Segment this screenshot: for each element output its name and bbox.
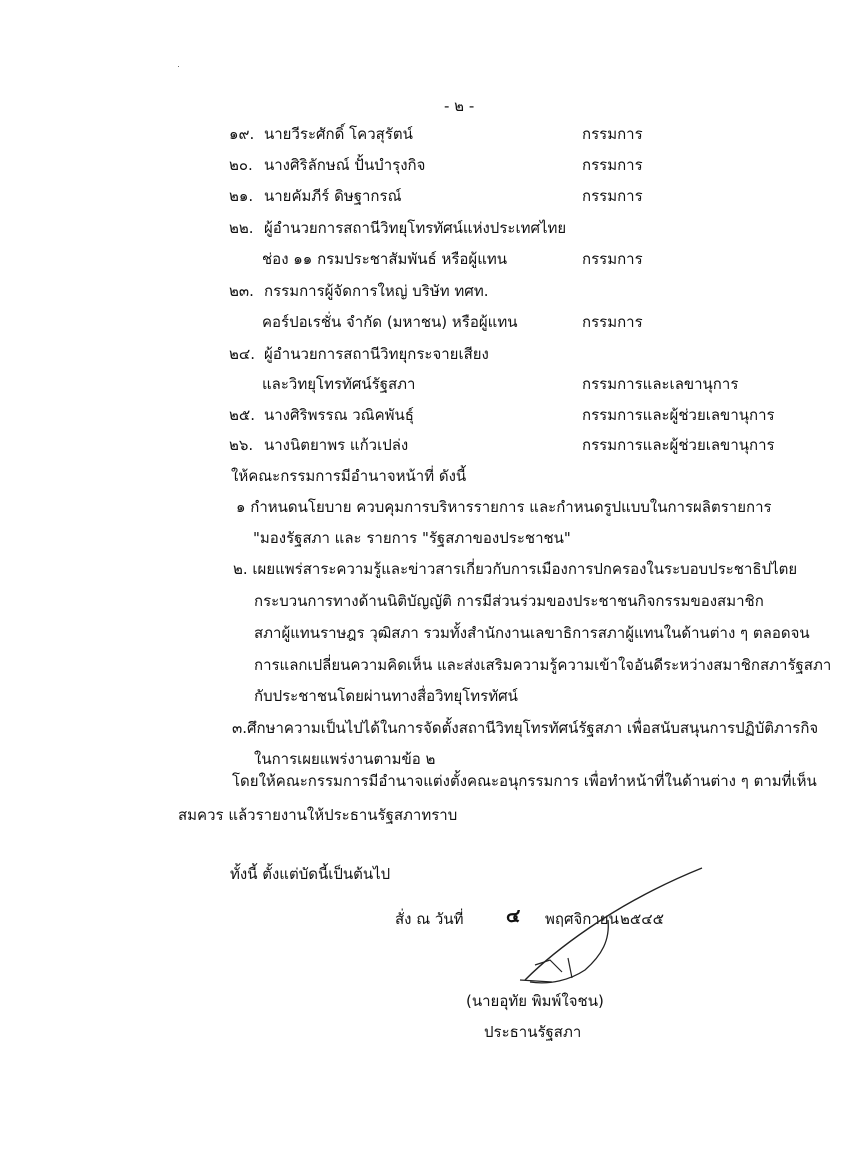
member-name: นางศิริพรรณ วณิคพันธุ์ (264, 406, 414, 424)
duty-line: ๒. เผยแพร่สาระความรู้และข่าวสารเกี่ยวกับการเมืองการปกครองในระบอบประชาธิปไตย (233, 560, 798, 578)
member-role: กรรมการ (582, 187, 643, 205)
signatory-title: ประธานรัฐสภา (484, 1023, 582, 1041)
member-number: ๒๔. (229, 345, 256, 363)
duties-intro: ให้คณะกรรมการมีอำนาจหน้าที่ ดังนี้ (231, 467, 467, 485)
member-name: นายวีระศักดิ์ โควสุรัตน์ (264, 125, 413, 143)
member-name: นางนิตยาพร แก้วเปล่ง (264, 436, 409, 454)
order-date-month: พฤศจิกายน (545, 910, 619, 928)
member-number: ๒๐. (229, 156, 253, 174)
member-number: ๒๒. (229, 219, 254, 237)
member-role: กรรมการและผู้ช่วยเลขานุการ (582, 436, 775, 454)
order-date-day: ๔ (506, 905, 521, 927)
member-name: กรรมการผู้จัดการใหญ่ บริษัท ทศท. (264, 282, 489, 300)
member-number: ๒๓. (229, 282, 254, 300)
page-number: - ๒ - (444, 97, 475, 115)
member-name-continued: ช่อง ๑๑ กรมประชาสัมพันธ์ หรือผู้แทน (262, 250, 508, 268)
duty-line: กระบวนการทางด้านนิติบัญญัติ การมีส่วนร่วมของประชาชนกิจกรรมของสมาชิก (254, 592, 764, 610)
subcommittee-text: สมควร แล้วรายงานให้ประธานรัฐสภาทราบ (178, 806, 458, 824)
member-role: กรรมการ (582, 313, 643, 331)
member-name: นายคัมภีร์ ดิษฐากรณ์ (264, 187, 402, 205)
member-role: กรรมการและผู้ช่วยเลขานุการ (582, 406, 775, 424)
member-number: ๑๙. (229, 125, 255, 143)
member-role: กรรมการและเลขานุการ (582, 375, 739, 393)
member-role: กรรมการ (582, 250, 643, 268)
member-number: ๒๑. (229, 187, 254, 205)
signatory-name: (นายอุทัย พิมพ์ใจชน) (466, 992, 604, 1010)
duty-line: กับประชาชนโดยผ่านทางสื่อวิทยุโทรทัศน์ (254, 687, 518, 705)
member-number: ๒๕. (229, 406, 256, 424)
member-role: กรรมการ (582, 125, 643, 143)
duty-line: สภาผู้แทนราษฎร วุฒิสภา รวมทั้งสำนักงานเลขาธิการสภาผู้แทนในด้านต่าง ๆ ตลอดจน (254, 624, 810, 642)
member-name: ผู้อำนวยการสถานีวิทยุโทรทัศน์แห่งประเทศไทย (264, 219, 567, 237)
duty-line: ๓.ศึกษาความเป็นไปได้ในการจัดตั้งสถานีวิทยุโทรทัศน์รัฐสภา เพื่อสนับสนุนการปฏิบัติภารกิจ (232, 719, 819, 737)
effective-statement: ทั้งนี้ ตั้งแต่บัดนี้เป็นต้นไป (230, 865, 391, 883)
duty-line: การแลกเปลี่ยนความคิดเห็น และส่งเสริมความรู้ความเข้าใจอันดีระหว่างสมาชิกสภารัฐสภา (254, 656, 832, 674)
handwritten-signature (490, 860, 720, 990)
member-number: ๒๖. (229, 436, 254, 454)
duty-line: ๑ กำหนดนโยบาย ควบคุมการบริหารรายการ และกำหนดรูปแบบในการผลิตรายการ (236, 498, 772, 516)
order-date-prefix: สั่ง ณ วันที่ (395, 910, 464, 928)
member-name: ผู้อำนวยการสถานีวิทยุกระจายเสียง (264, 345, 489, 363)
subcommittee-text: โดยให้คณะกรรมการมีอำนาจแต่งตั้งคณะอนุกรรมการ เพื่อทำหน้าที่ในด้านต่าง ๆ ตามที่เห็น (232, 772, 817, 790)
member-name-continued: และวิทยุโทรทัศน์รัฐสภา (262, 375, 416, 393)
member-name-continued: คอร์ปอเรชั่น จำกัด (มหาชน) หรือผู้แทน (262, 313, 518, 331)
member-role: กรรมการ (582, 156, 643, 174)
duty-line: "มองรัฐสภา และ รายการ "รัฐสภาของประชาชน" (253, 529, 571, 547)
order-date-year: ๒๕๔๕ (620, 910, 664, 928)
member-name: นางศิริลักษณ์ ปั้นบำรุงกิจ (264, 156, 426, 174)
duty-line: ในการเผยแพร่งานตามข้อ ๒ (254, 750, 436, 768)
scan-speck (178, 66, 179, 67)
